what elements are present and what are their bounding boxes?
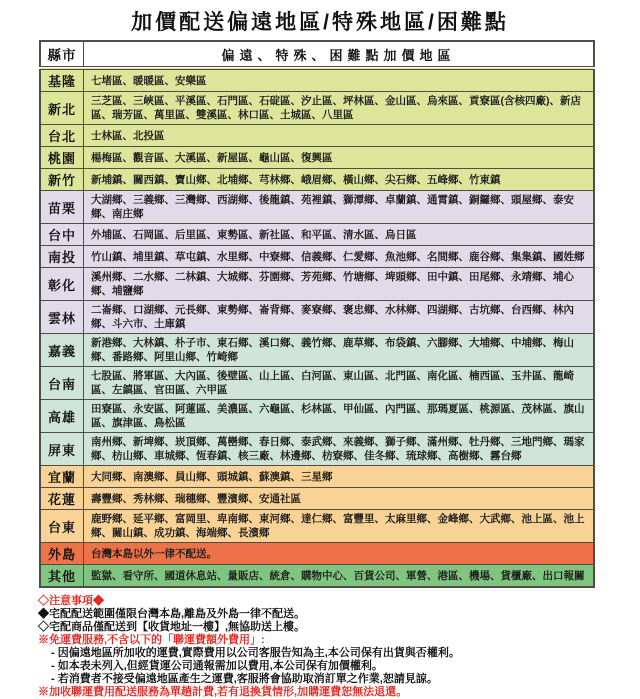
county-label-cell: 基隆 (40, 68, 84, 92)
table-row (40, 268, 594, 301)
county-label-cell: 台北 (40, 125, 84, 147)
areas-cell: 溪州鄉、二水鄉、二林鎮、大城鄉、芬園鄉、芳苑鄉、竹塘鄉、埤頭鄉、田中鎮、田尾鄉、永靖鄉、埔心鄉、埔鹽鄉 (84, 268, 595, 301)
table-header (40, 41, 594, 68)
header-county-cell: 縣市 (40, 41, 84, 68)
county-label-cell: 其他 (40, 565, 84, 588)
table-row (40, 301, 594, 334)
note-line: ◇宅配商品僅配送到【收貨地址一樓】,無協助送上樓。 (38, 621, 306, 633)
county-label-cell: 台南 (40, 367, 84, 400)
table-body (40, 68, 594, 587)
county-label-cell: 宜蘭 (40, 466, 84, 488)
areas-cell: 南州鄉、新埤鄉、崁頂鄉、萬巒鄉、春日鄉、泰武鄉、來義鄉、獅子鄉、滿州鄉、牡丹鄉、三地門鄉、瑪家鄉、枋山鄉、車城鄉、恆春鎮、核三廠、林邊鄉、枋寮鄉、佳冬鄉、琉球鄉、高樹鄉、霧台鄉 (84, 433, 595, 466)
areas-cell: 壽豐鄉、秀林鄉、瑞穗鄉、豐濱鄉、安通社區 (84, 488, 595, 510)
table-row (40, 191, 594, 224)
note-line: - 若消費者不接受偏遠地區產生之運費,客服將會協助取消訂單之作業,恕請見諒。 (51, 673, 438, 685)
table-row (40, 334, 594, 367)
county-label-cell: 南投 (40, 246, 84, 268)
surcharge-table (39, 40, 595, 588)
note-line: ◇注意事項◆ (38, 595, 104, 607)
table-row (40, 466, 594, 488)
table-row (40, 565, 594, 588)
note-line: - 因偏遠地區所加收的運費,實際費用以公司客服告知為主,本公司保有出貨與否權利。 (51, 647, 460, 659)
table-row (40, 488, 594, 510)
areas-cell: 新港鄉、大林鎮、朴子市、東石鄉、溪口鄉、義竹鄉、鹿草鄉、布袋鎮、六腳鄉、大埔鄉、中埔鄉、梅山鄉、番路鄉、阿里山鄉、竹崎鄉 (84, 334, 595, 367)
areas-cell: 監獄、看守所、國道休息站、量販店、統倉、購物中心、百貨公司、軍營、港區、機場、貨櫃廠、出口報關 (84, 565, 595, 588)
areas-cell: 大湖鄉、三義鄉、三灣鄉、西湖鄉、後龍鎮、苑裡鎮、獅潭鄉、卓蘭鎮、通霄鎮、銅鑼鄉、頭屋鄉、泰安鄉、南庄鄉 (84, 191, 595, 224)
areas-cell: 士林區、北投區 (84, 125, 595, 147)
table-row (40, 68, 594, 92)
county-label-cell: 台中 (40, 224, 84, 246)
page-title: 加價配送偏遠地區/特殊地區/困難點 (131, 11, 509, 34)
areas-cell: 田寮區、永安區、阿蓮區、美濃區、六龜區、杉林區、甲仙區、內門區、那瑪夏區、桃源區、茂林區、旗山區、旗津區、鳥松區 (84, 400, 595, 433)
areas-cell: 七堵區、暖暖區、安樂區 (84, 68, 595, 92)
table-row (40, 433, 594, 466)
table-row (40, 246, 594, 268)
table-row (40, 125, 594, 147)
note-line: ※免運費服務,不含以下的「聯運費額外費用」: (38, 634, 265, 646)
county-label-cell: 嘉義 (40, 334, 84, 367)
areas-cell: 三芝區、三峽區、平溪區、石門區、石碇區、汐止區、坪林區、金山區、烏來區、貢寮區(含核四廠)、新店區、瑞芳區、萬里區、雙溪區、林口區、土城區、八里區 (84, 92, 595, 125)
areas-cell: 七股區、將軍區、大內區、後壁區、山上區、白河區、東山區、北門區、南化區、楠西區、玉井區、龍崎區、左鎮區、官田區、六甲區 (84, 367, 595, 400)
table-row (40, 367, 594, 400)
county-label-cell: 外島 (40, 543, 84, 565)
county-label-cell: 新竹 (40, 169, 84, 191)
header-row (40, 41, 594, 68)
note-line: ※加收聯運費用配送服務為單趟計費,若有退換貨情形,加購運費恕無法退還。 (38, 686, 408, 698)
areas-cell: 楊梅區、觀音區、大溪區、新屋區、龜山區、復興區 (84, 147, 595, 169)
notes (38, 595, 640, 699)
county-label-cell: 桃園 (40, 147, 84, 169)
county-label-cell: 苗栗 (40, 191, 84, 224)
table-row (40, 92, 594, 125)
county-label-cell: 屏東 (40, 433, 84, 466)
table-row (40, 169, 594, 191)
areas-cell: 大同鄉、南澳鄉、員山鄉、頭城鎮、蘇澳鎮、三星鄉 (84, 466, 595, 488)
table-row (40, 400, 594, 433)
areas-cell: 二崙鄉、口湖鄉、元長鄉、東勢鄉、崙背鄉、麥寮鄉、褒忠鄉、水林鄉、四湖鄉、古坑鄉、台西鄉、林內鄉、斗六市、土庫鎮 (84, 301, 595, 334)
table-row (40, 510, 594, 543)
county-label-cell: 彰化 (40, 268, 84, 301)
county-label-cell: 雲林 (40, 301, 84, 334)
table-row (40, 224, 594, 246)
areas-cell: 外埔區、石岡區、后里區、東勢區、新社區、和平區、清水區、烏日區 (84, 224, 595, 246)
table-row (40, 147, 594, 169)
note-line: - 如本表未列入,但經貨運公司通報需加以費用,本公司保有加價權利。 (51, 660, 383, 672)
header-areas-cell: 偏遠、特殊、困難點加價地區 (84, 41, 595, 68)
areas-cell: 竹山鎮、埔里鎮、草屯鎮、水里鄉、中寮鄉、信義鄉、仁愛鄉、魚池鄉、名間鄉、鹿谷鄉、集集鎮、國姓鄉 (84, 246, 595, 268)
areas-cell: 鹿野鄉、延平鄉、富岡里、卑南鄉、東河鄉、達仁鄉、富豐里、太麻里鄉、金峰鄉、大武鄉、池上區、池上鄉、關山鎮、成功鎮、海端鄉、長濱鄉 (84, 510, 595, 543)
county-label-cell: 高雄 (40, 400, 84, 433)
county-label-cell: 台東 (40, 510, 84, 543)
county-label-cell: 新北 (40, 92, 84, 125)
note-line: ◆宅配配送範圍僅限台灣本島,離島及外島一律不配送。 (38, 608, 306, 620)
table-row (40, 543, 594, 565)
county-label-cell: 花蓮 (40, 488, 84, 510)
areas-cell: 新埔鎮、關西鎮、寶山鄉、北埔鄉、芎林鄉、峨眉鄉、橫山鄉、尖石鄉、五峰鄉、竹東鎮 (84, 169, 595, 191)
areas-cell: 台灣本島以外一律不配送。 (84, 543, 595, 565)
